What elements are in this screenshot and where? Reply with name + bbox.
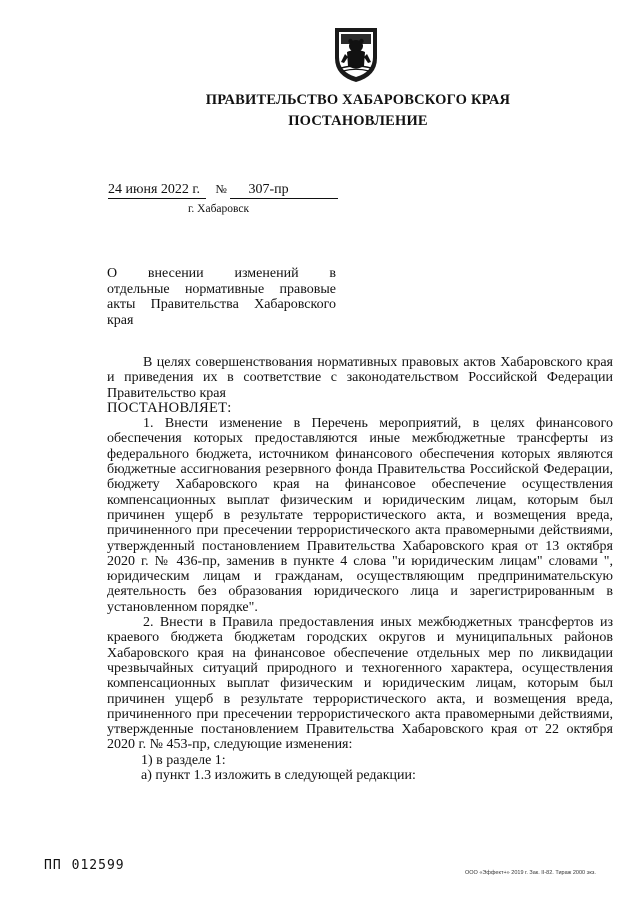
- document-type-title: ПОСТАНОВЛЕНИЕ: [288, 113, 428, 129]
- city-label: г. Хабаровск: [188, 203, 250, 215]
- intro-paragraph: В целях совершенствования нормативных правовых актов Хабаровского края и приведения их в соответствие с законодательством Российской Федерации Правительство края: [107, 355, 613, 401]
- subject-block: [107, 266, 336, 328]
- paragraph-1: 1. Внести изменение в Перечень мероприятий, в целях финансового обеспечения которых предоставляются иные межбюджетные трансферты из федерального бюджета, источником финансового обеспечения которых являются бюджетные ассигнования резервного фонда Правительства Российской Федерации, бюджету Хабаровского края на финансовое обеспечение осуществления компенсационных выплат физическим и юридическим лицам, которым был причинен ущерб в результате террористического акта, и возмещения вреда, причиненного при пресечении террористического акта правомерными действиями, утвержденный постановлением Правительства Хабаровского края от 13 октября 2020 г. № 436-пр, заменив в пункте 4 слова "и юридическим лицам" словами ", юридическим лицам и гражданам, осуществляющим предпринимательскую деятельность без образования юридического лица и зарегистрированным в установленном порядке".: [107, 416, 613, 615]
- paragraph-4: а) пункт 1.3 изложить в следующей редакции:: [141, 768, 416, 784]
- number-sign: №: [215, 182, 227, 196]
- coat-of-arms-emblem: [331, 24, 381, 84]
- subject-line: края: [107, 312, 134, 328]
- document-date: 24 июня 2022 г.: [108, 182, 206, 199]
- document-number: 307-пр: [230, 182, 338, 199]
- paragraph-2: 2. Внести в Правила предоставления иных межбюджетных трансфертов из краевого бюджета бюджетам городских округов и муниципальных районов Хабаровского края на финансовое обеспечение отдельных мер по ликвидации чрезвычайных ситуаций природного и техногенного характера, осуществления компенсационных выплат физическим и юридическим лицам, которым был причинен ущерб в результате террористического акта, и возмещения вреда, причиненного при пресечении террористического акта правомерными действиями, утвержденные постановлением Правительства Хабаровского края от 22 октября 2020 г. № 453-пр, следующие изменения:: [107, 615, 613, 753]
- serial-number: 012599: [71, 858, 125, 873]
- resolves-heading: ПОСТАНОВЛЯЕТ:: [107, 399, 232, 416]
- paragraph-3: 1) в разделе 1:: [141, 752, 226, 768]
- form-prefix: ПП: [44, 858, 62, 873]
- organization-title: ПРАВИТЕЛЬСТВО ХАБАРОВСКОГО КРАЯ: [205, 92, 511, 108]
- document-body: [107, 355, 613, 783]
- printer-imprint: ООО «Эффект+» 2019 г. Зак. II-82. Тираж 2000 экз.: [465, 870, 596, 876]
- date-number-line: [108, 182, 338, 199]
- form-serial-number: [44, 858, 125, 873]
- subject-line: О внесении изменений в: [107, 266, 336, 281]
- subject-line: отдельные нормативные правовые: [107, 281, 336, 297]
- subject-line: акты Правительства Хабаровского: [107, 297, 336, 312]
